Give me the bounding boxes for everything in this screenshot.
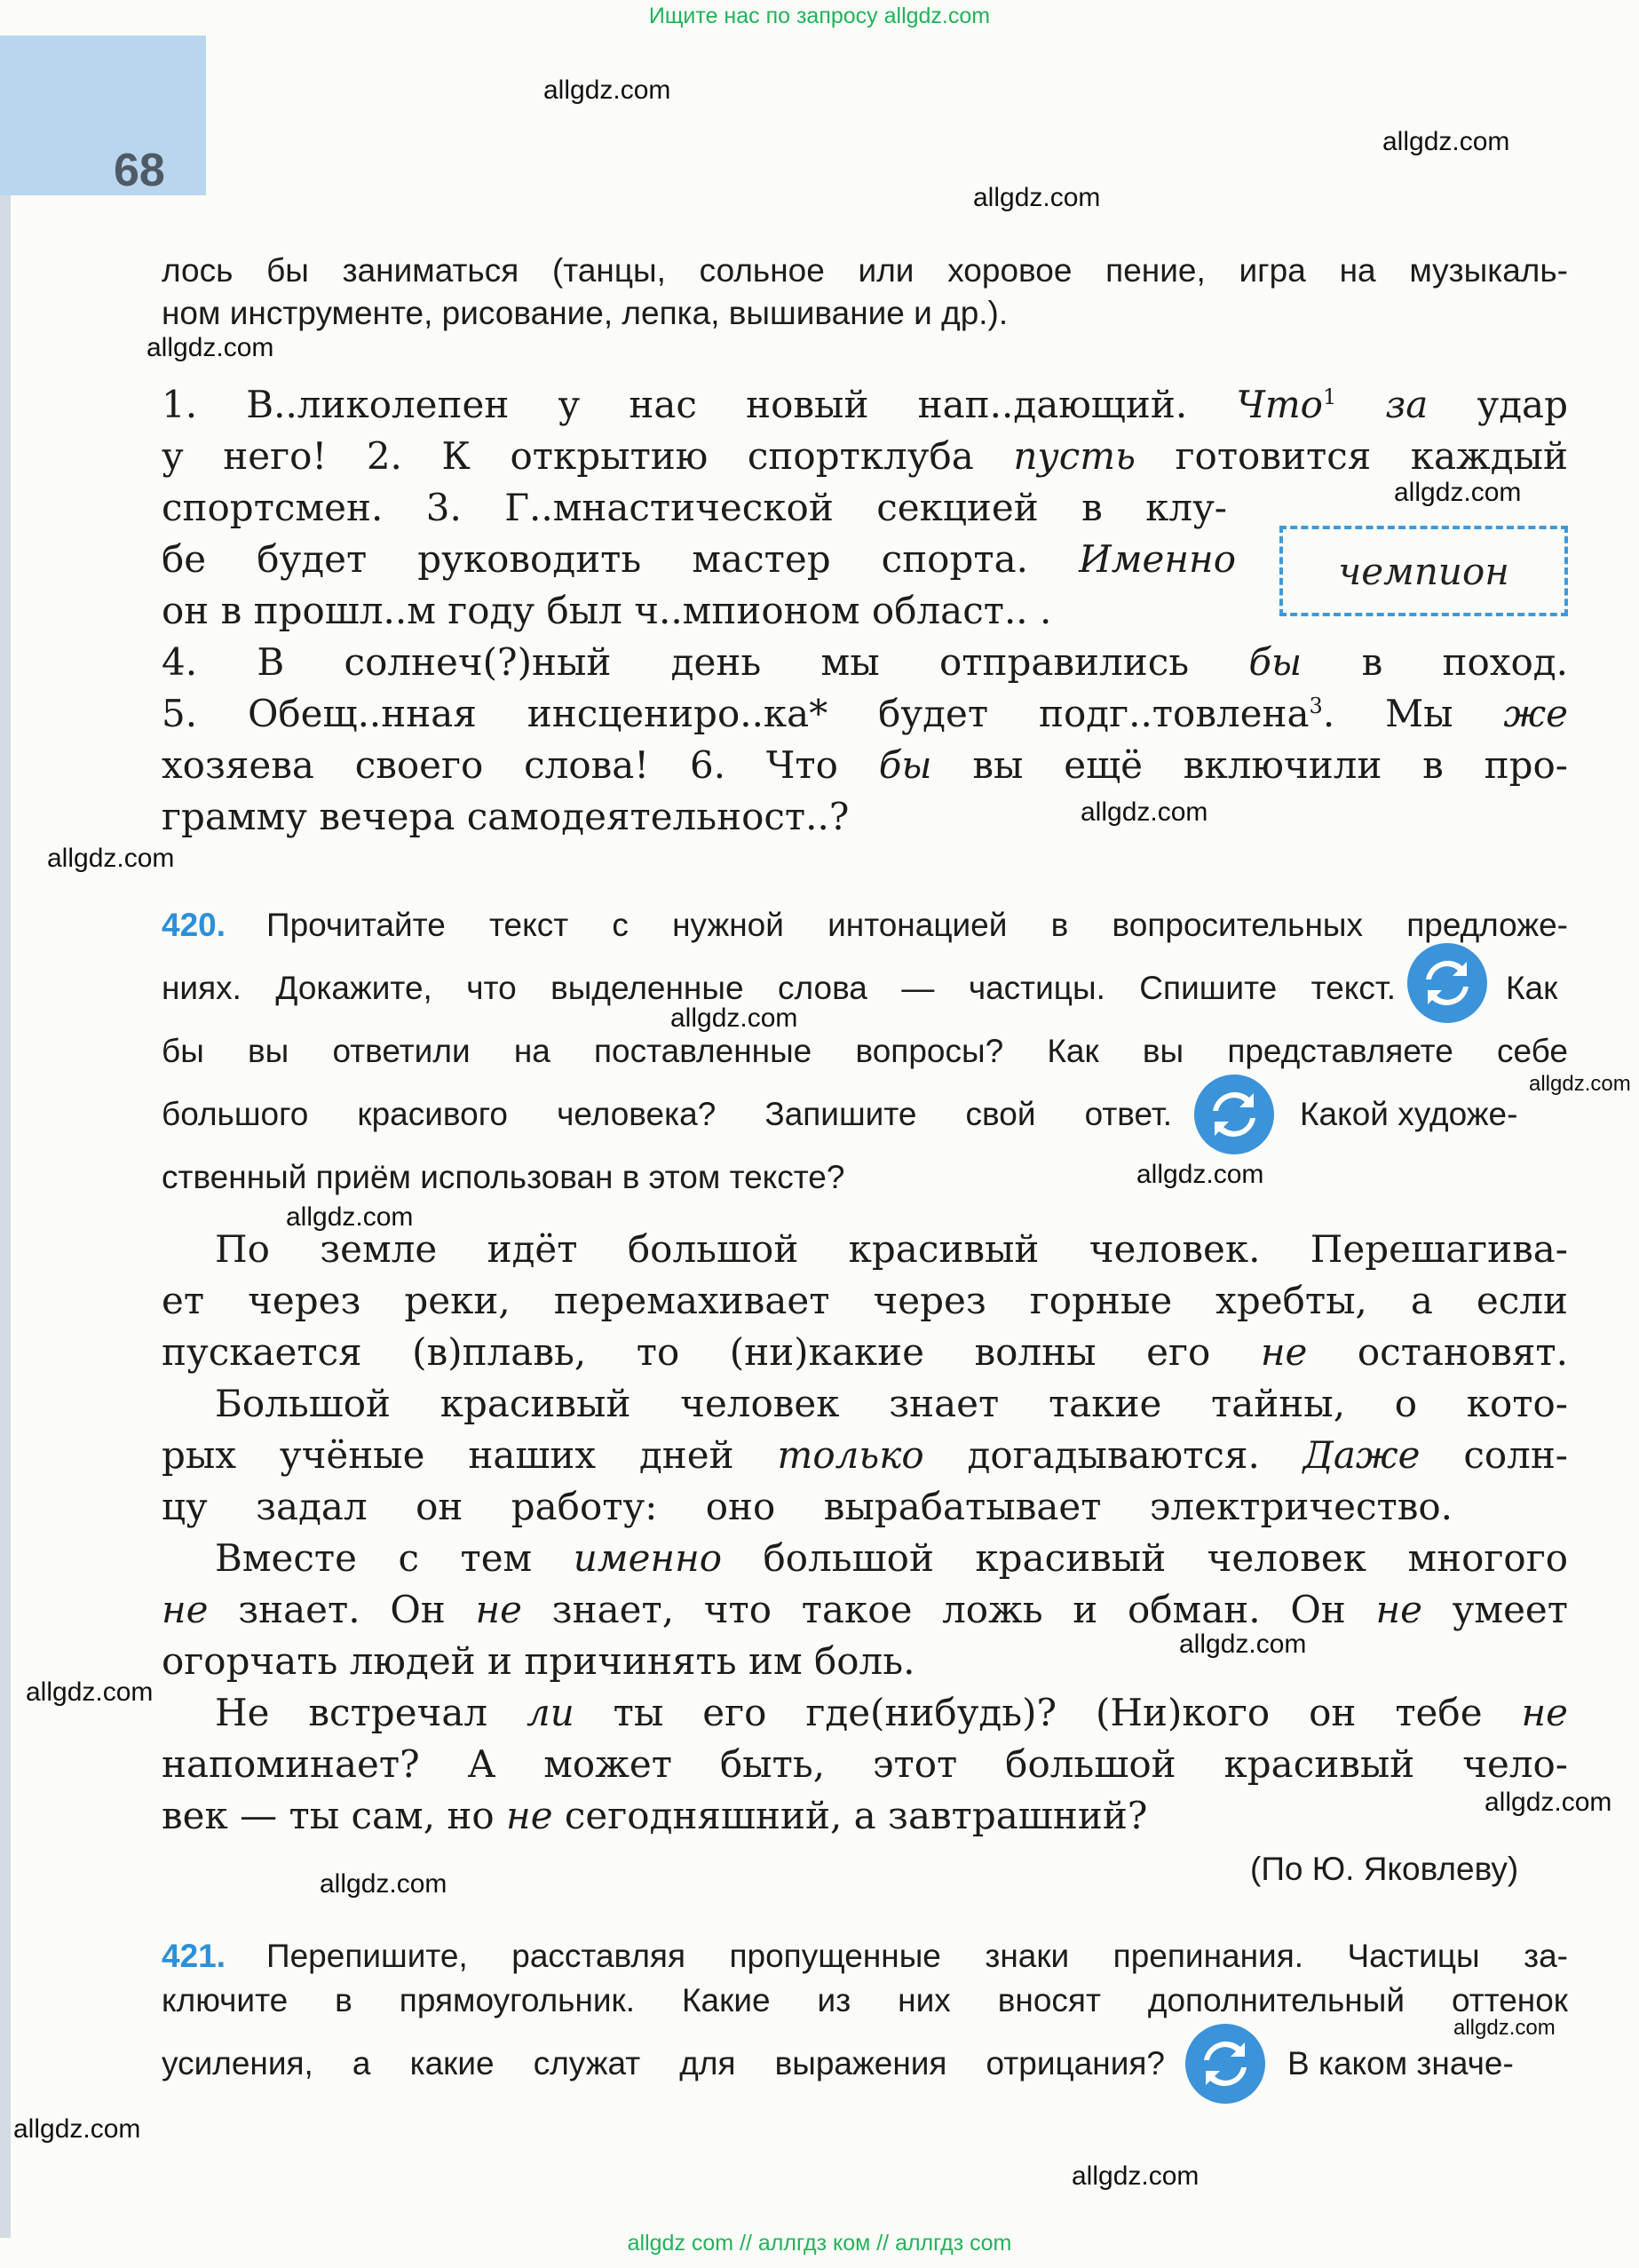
- page-number: 68: [114, 145, 165, 196]
- exercise-number-420: 420.: [162, 907, 226, 943]
- watermark: allgdz.com: [1485, 1788, 1612, 1817]
- story-p3-line-3: огорчать людей и причинять им боль.: [162, 1639, 915, 1683]
- sentence-line-3: спортсмен. 3. Г..мнастической секцией в клу-: [162, 486, 1227, 529]
- ex421-line-3: усиления, а какие служат для выражения отрицания?: [162, 2045, 1165, 2082]
- story-p1-line-2: ет через реки, перемахивает через горные хребты, а если: [162, 1279, 1568, 1322]
- story-p4-line-3: век — ты сам, но не сегодняшний, а завтрашний?: [162, 1794, 1148, 1837]
- ex421-line-1: Перепишите, расставляя пропущенные знаки препинания. Частицы за-: [266, 1938, 1568, 1974]
- story-source: (По Ю. Яковлеву): [1250, 1851, 1519, 1887]
- story-p1-line-1: По земле идёт большой красивый человек. Перешагива-: [215, 1227, 1568, 1271]
- watermark: allgdz.com: [1179, 1630, 1307, 1659]
- story-p2-line-1: Большой красивый человек знает такие тайны, о кото-: [215, 1382, 1568, 1425]
- sentence-line-5: он в прошл..м году был ч..мпионом област.. .: [162, 589, 1052, 632]
- ex420-line-2: ниях. Докажите, что выделенные слова — частицы. Спишите текст.: [162, 970, 1396, 1006]
- sentence-line-1: 1. В..ликолепен у нас новый нап..дающий. Что$^1$ за удар: [162, 383, 1568, 426]
- ex421-line-3-end: В каком значе-: [1287, 2045, 1514, 2082]
- watermark: allgdz.com: [320, 1869, 447, 1899]
- story-p4-line-1: Не встречал ли ты его где(нибудь)? (Ни)кого он тебе не: [215, 1691, 1568, 1734]
- top-banner: Ищите нас по запросу allgdz.com: [648, 4, 991, 28]
- watermark: allgdz.com: [286, 1202, 414, 1232]
- vocabulary-word-box: [1279, 526, 1568, 616]
- sentence-line-4: бе будет руководить мастер спорта. Именно: [162, 537, 1236, 581]
- watermark: allgdz.com: [1136, 1160, 1264, 1189]
- ex420-line-1: Прочитайте текст с нужной интонацией в вопросительных предложе-: [266, 907, 1568, 943]
- story-p1-line-3: пускается (в)плавь, то (ни)какие волны его не остановят.: [162, 1330, 1568, 1374]
- bottom-banner: allgdz com // аллгдз ком // аллгдз com: [627, 2231, 1012, 2256]
- sentence-line-9: грамму вечера самодеятельност..?: [162, 795, 850, 838]
- watermark: allgdz.com: [543, 75, 671, 105]
- ex420-line-4-end: Какой художе-: [1300, 1096, 1518, 1132]
- watermark: allgdz.com: [13, 2114, 141, 2144]
- ex420-line-4: большого красивого человека? Запишите свой ответ.: [162, 1096, 1172, 1132]
- watermark: allgdz.com: [973, 183, 1101, 212]
- watermark: allgdz.com: [1382, 127, 1510, 156]
- ex420-line-3: бы вы ответили на поставленные вопросы? Как вы представляете себе: [162, 1033, 1568, 1069]
- ex420-line-5: ственный приём использован в этом тексте?: [162, 1159, 845, 1195]
- story-p3-line-1: Вместе с тем именно большой красивый человек многого: [215, 1536, 1568, 1580]
- story-p4-line-2: напоминает? А может быть, этот большой красивый чело-: [162, 1742, 1568, 1786]
- watermark: allgdz.com: [47, 844, 175, 873]
- exchange-icon: [1421, 956, 1474, 1010]
- watermark: allgdz.com: [1072, 2161, 1200, 2191]
- intro-line-1: лось бы заниматься (танцы, сольное или хоровое пение, игра на музыкаль-: [162, 252, 1568, 289]
- ex420-line-2-end: Как: [1506, 970, 1558, 1006]
- sentence-line-2: у него! 2. К открытию спортклуба пусть готовится каждый: [162, 434, 1568, 478]
- sentence-line-8: хозяева своего слова! 6. Что бы вы ещё включили в про-: [162, 743, 1568, 787]
- page-edge-strip: [0, 195, 11, 2238]
- intro-line-2: ном инструменте, рисование, лепка, вышивание и др.).: [162, 295, 1009, 331]
- sentence-line-7: 5. Обещ..нная инсцениро..ка* будет подг..товлена$^3$. Мы же: [162, 692, 1569, 735]
- page-corner-tab: [0, 36, 206, 195]
- watermark: allgdz.com: [1453, 2016, 1556, 2040]
- exchange-icon: [1199, 2037, 1252, 2090]
- watermark: allgdz.com: [1529, 1072, 1631, 1096]
- watermark: allgdz.com: [1081, 797, 1208, 827]
- story-p3-line-2: не знает. Он не знает, что такое ложь и обман. Он не умеет: [162, 1588, 1569, 1631]
- sentence-line-6: 4. В солнеч(?)ный день мы отправились бы в поход.: [162, 640, 1568, 684]
- exercise-number-421: 421.: [162, 1938, 226, 1974]
- exchange-badge: [1185, 2024, 1265, 2104]
- story-p2-line-3: цу задал он работу: оно вырабатывает электричество.: [162, 1485, 1453, 1528]
- story-p2-line-2: рых учёные наших дней только догадываются. Даже солн-: [162, 1433, 1568, 1477]
- watermark: allgdz.com: [670, 1003, 798, 1033]
- watermark: allgdz.com: [26, 1677, 154, 1707]
- exchange-badge: [1407, 943, 1487, 1023]
- watermark: allgdz.com: [146, 333, 274, 362]
- exchange-icon: [1207, 1088, 1261, 1141]
- vocabulary-word: чемпион: [1338, 549, 1509, 593]
- ex421-line-2: ключите в прямоугольник. Какие из них вносят дополнительный оттенок: [162, 1982, 1568, 2018]
- watermark: allgdz.com: [1394, 478, 1522, 507]
- exchange-badge: [1194, 1075, 1274, 1154]
